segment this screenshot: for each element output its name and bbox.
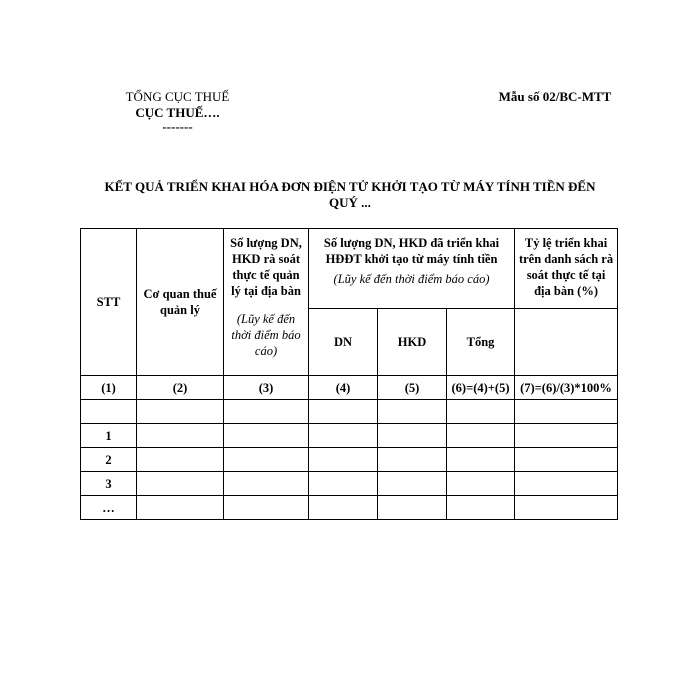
table-cell	[515, 448, 618, 472]
column-number-row	[81, 376, 618, 400]
title-line-1: KẾT QUẢ TRIỂN KHAI HÓA ĐƠN ĐIỆN TỬ KHỞI TẠO TỪ MÁY TÍNH TIỀN ĐẾN	[104, 179, 596, 194]
row-stt: …	[81, 496, 137, 520]
column-number: (7)=(6)/(3)*100%	[515, 376, 618, 400]
column-number: (2)	[137, 376, 224, 400]
header-deployed-label: Số lượng DN, HKD đã triển khai HĐĐT khởi tạo từ máy tính tiền	[323, 236, 500, 266]
form-number: Mẫu số 02/BC-MTT	[498, 89, 612, 104]
document-title	[80, 179, 620, 211]
table-cell	[447, 424, 515, 448]
table-row	[81, 472, 618, 496]
table-cell	[447, 400, 515, 424]
table-row	[81, 424, 618, 448]
column-number: (5)	[378, 376, 447, 400]
agency-header	[105, 89, 250, 133]
table-cell	[515, 496, 618, 520]
agency-line-1: TỔNG CỤC THUẾ	[125, 89, 230, 104]
table-cell	[224, 448, 309, 472]
table-cell	[224, 496, 309, 520]
header-stt: STT	[81, 229, 137, 376]
table-cell	[378, 448, 447, 472]
table-cell	[378, 424, 447, 448]
table-cell	[515, 472, 618, 496]
column-number: (4)	[309, 376, 378, 400]
title-line-2: QUÝ ...	[329, 195, 371, 210]
header-reviewed-note: (Lũy kế đến thời điểm báo cáo)	[231, 312, 301, 358]
table-cell	[378, 496, 447, 520]
table-cell	[137, 448, 224, 472]
header-reviewed-label: Số lượng DN, HKD rà soát thực tế quản lý tại địa bàn	[230, 236, 302, 298]
table-cell	[515, 424, 618, 448]
header-total: Tổng	[447, 309, 515, 376]
agency-line-3: -------	[162, 119, 193, 134]
table-cell	[447, 448, 515, 472]
table-cell	[309, 496, 378, 520]
header-agency: Cơ quan thuế quản lý	[137, 229, 224, 376]
table-cell	[224, 400, 309, 424]
agency-line-2: CỤC THUẾ….	[135, 105, 220, 120]
header-deployed-note: (Lũy kế đến thời điểm báo cáo)	[333, 272, 490, 286]
table-cell	[447, 472, 515, 496]
table-cell	[224, 424, 309, 448]
header-reviewed	[224, 229, 309, 376]
row-stt	[81, 400, 137, 424]
table-cell	[137, 472, 224, 496]
table-cell	[137, 496, 224, 520]
table-row	[81, 496, 618, 520]
table-cell	[309, 400, 378, 424]
table-cell	[309, 448, 378, 472]
header-hkd: HKD	[378, 309, 447, 376]
table-cell	[378, 472, 447, 496]
table-cell	[309, 472, 378, 496]
header-rate: Tỷ lệ triển khai trên danh sách rà soát thực tế tại địa bàn (%)	[515, 229, 618, 309]
column-number: (3)	[224, 376, 309, 400]
header-dn: DN	[309, 309, 378, 376]
table-cell	[137, 424, 224, 448]
table-cell	[137, 400, 224, 424]
table-cell	[309, 424, 378, 448]
table-cell	[224, 472, 309, 496]
report-table	[80, 228, 618, 520]
row-stt: 1	[81, 424, 137, 448]
column-number: (1)	[81, 376, 137, 400]
row-stt: 2	[81, 448, 137, 472]
header-deployed	[309, 229, 515, 309]
table-cell	[515, 400, 618, 424]
column-number: (6)=(4)+(5)	[447, 376, 515, 400]
table-cell	[378, 400, 447, 424]
header-rate-blank	[515, 309, 618, 376]
table-row	[81, 400, 618, 424]
header-row-1	[81, 229, 618, 309]
row-stt: 3	[81, 472, 137, 496]
table-cell	[447, 496, 515, 520]
table-row	[81, 448, 618, 472]
